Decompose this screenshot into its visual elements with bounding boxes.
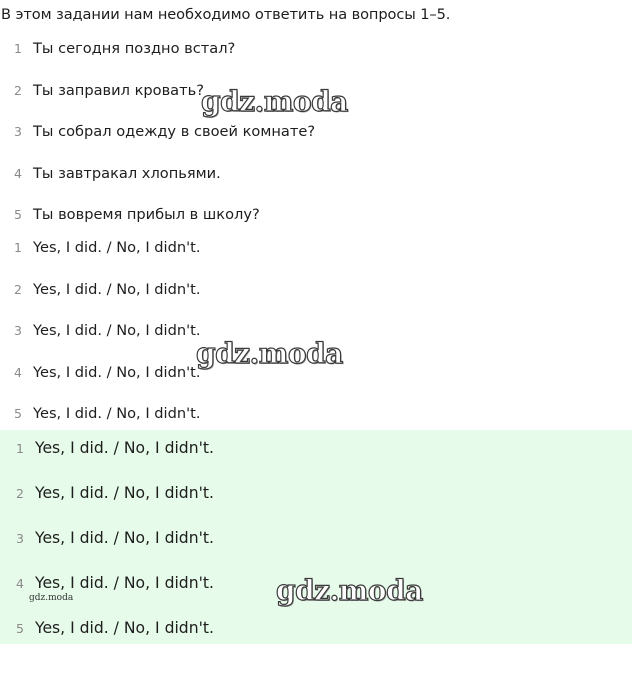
item-text: Ты собрал одежду в своей комнате? xyxy=(33,122,316,140)
list-item xyxy=(0,319,200,341)
item-number: 1 xyxy=(16,440,24,456)
item-number: 1 xyxy=(14,239,22,255)
list-item xyxy=(0,482,214,504)
watermark: gdz.moda xyxy=(196,337,343,370)
list-item xyxy=(0,162,221,184)
item-text: Yes, I did. / No, I didn't. xyxy=(33,321,201,339)
item-text: Yes, I did. / No, I didn't. xyxy=(35,574,214,592)
list-item xyxy=(0,278,200,300)
intro-text: В этом задании нам необходимо ответить на вопросы 1–5. xyxy=(1,6,451,23)
watermark: gdz.moda xyxy=(201,85,348,118)
watermark-small: gdz.moda xyxy=(29,593,74,603)
list-item xyxy=(0,236,200,258)
list-item xyxy=(0,617,214,639)
list-item xyxy=(0,572,214,594)
item-number: 3 xyxy=(16,530,24,546)
item-number: 5 xyxy=(16,620,24,636)
item-number: 3 xyxy=(14,123,22,139)
item-text: Yes, I did. / No, I didn't. xyxy=(35,529,214,547)
item-number: 1 xyxy=(14,40,22,56)
list-item xyxy=(0,37,235,59)
item-number: 2 xyxy=(14,82,22,98)
item-text: Yes, I did. / No, I didn't. xyxy=(33,280,201,298)
list-item xyxy=(0,79,204,101)
item-text: Ты сегодня поздно встал? xyxy=(33,39,236,57)
item-text: Yes, I did. / No, I didn't. xyxy=(35,484,214,502)
item-text: Yes, I did. / No, I didn't. xyxy=(33,238,201,256)
item-number: 3 xyxy=(14,322,22,338)
item-number: 4 xyxy=(14,165,22,181)
item-number: 2 xyxy=(14,281,22,297)
item-number: 5 xyxy=(14,206,22,222)
watermark: gdz.moda xyxy=(276,574,423,607)
item-text: Yes, I did. / No, I didn't. xyxy=(33,363,201,381)
item-text: Ты завтракал хлопьями. xyxy=(33,164,221,182)
item-text: Yes, I did. / No, I didn't. xyxy=(33,404,201,422)
list-item xyxy=(0,402,200,424)
list-item xyxy=(0,361,200,383)
item-text: Ты заправил кровать? xyxy=(33,81,204,99)
item-number: 4 xyxy=(14,364,22,380)
list-item xyxy=(0,120,315,142)
list-item xyxy=(0,203,260,225)
item-text: Yes, I did. / No, I didn't. xyxy=(35,619,214,637)
item-text: Ты вовремя прибыл в школу? xyxy=(33,205,260,223)
list-item xyxy=(0,437,214,459)
item-number: 5 xyxy=(14,405,22,421)
item-text: Yes, I did. / No, I didn't. xyxy=(35,439,214,457)
list-item xyxy=(0,527,214,549)
item-number: 2 xyxy=(16,485,24,501)
item-number: 4 xyxy=(16,575,24,591)
